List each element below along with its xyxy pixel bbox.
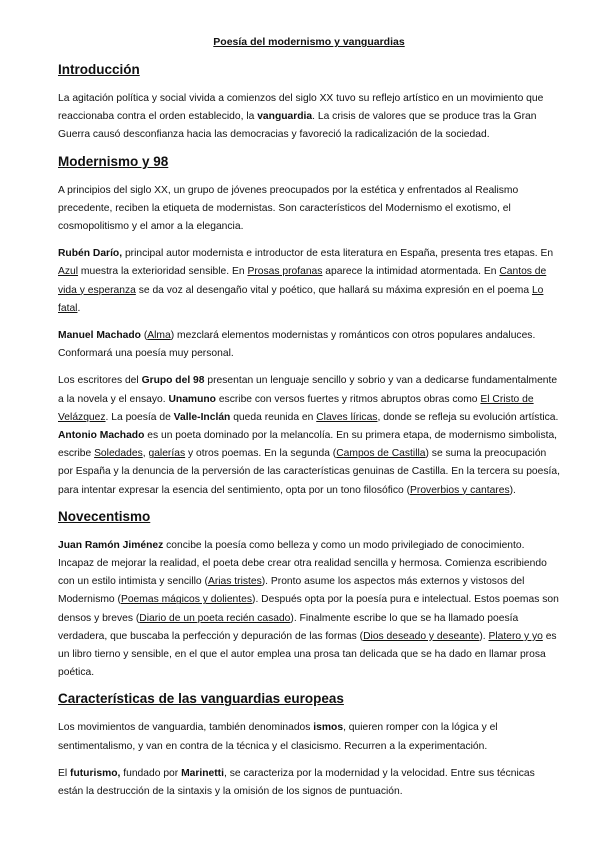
text: se da voz al desengaño vital y poético, que hallará su máxima expresión en el poema [135,284,532,296]
text: es un libro tierno y sensible, en el que el autor emplea una prosa tan delicada que se ha dado en llamar prosa poética. [58,630,557,679]
text: presentan un lenguaje sencillo y sobrio y van a dedicarse fundamentalmente a la novela y el ensayo. [58,375,558,405]
bold-term: Antonio Machado [58,430,145,442]
work-title: El Cristo de Velázquez [58,393,534,423]
text: , quieren romper con la lógica y el sentimentalismo, y van en contra de la técnica y el clasicismo. Recurren a la experimentación. [58,722,498,752]
text: , donde se refleja su evolución artística. [377,411,559,423]
text: Los movimientos de vanguardia, también denominados [58,722,314,734]
bold-term: vanguardia [257,111,313,123]
heading-modernismo: Modernismo y 98 [58,153,169,169]
modernismo-paragraph-dario [58,245,560,318]
vanguardias-paragraph-futurismo [58,765,560,801]
work-title: Prosas profanas [247,266,323,278]
bold-term: Juan Ramón Jiménez [58,539,164,551]
work-title: Arias tristes [207,576,262,588]
work-title: Azul [58,266,79,278]
text: y otros poemas. En la segunda ( [185,448,337,460]
text: . La poesía de [105,411,174,423]
text: ). [479,630,489,642]
work-title: galerías [148,448,186,460]
bold-term: Manuel Machado [58,330,141,342]
bold-term: Grupo del 98 [141,375,205,387]
bold-term: Unamuno [168,393,216,405]
work-title: Lo fatal [58,284,544,314]
bold-term: futurismo, [70,767,121,779]
vanguardias-paragraph-1 [58,719,560,755]
novecentismo-paragraph [58,537,560,683]
bold-term: ismos [313,722,344,734]
heading-introduccion: Introducción [58,62,140,77]
work-title: Poemas mágicos y dolientes [120,594,253,606]
work-title: Diario de un poeta recién casado [139,612,291,624]
bold-term: Rubén Darío, [58,248,123,260]
modernismo-paragraph-1: A principios del siglo XX, un grupo de jóvenes preocupados por la estética y enfrentados al Realismo precedente, reciben la etiqueta de modernistas. Son característicos del Modernismo el exotismo, el cosmopolitismo y el amor a la elegancia. [58,184,519,233]
document-title: Poesía del modernismo y vanguardias [213,36,405,48]
text: . [77,302,81,314]
modernismo-paragraph-machado [58,327,560,363]
work-title: Campos de Castilla [336,448,426,460]
text: principal autor modernista e introductor de esta literatura en España, presenta tres etapas. En [122,248,554,260]
text: Los escritores del [58,375,142,387]
work-title: Alma [147,330,171,342]
text: concibe la poesía como belleza y como un modo privilegiado de conocimiento. Incapaz de mejorar la realidad, el poeta debe crear otra realidad sencilla y hermosa. Comienza escribiendo con un estilo intimista y sencillo ( [58,539,547,588]
work-title: Claves líricas [316,411,378,423]
work-title: Soledades [94,448,143,460]
text: fundado por [120,767,182,779]
text: ) se suma la preocupación por España y la denuncia de la perversión de las características genuinas de Castilla. En la tercera su poesía, para intentar expresar la esencia del sentimiento, opta por un tono filosófico ( [58,448,560,496]
text: ). Pronto asume los aspectos más externos y vistosos del Modernismo ( [58,576,525,606]
modernismo-paragraph-98 [58,372,560,499]
text: , se caracteriza por la modernidad y la velocidad. Entre sus técnicas están la destrucción de la sintaxis y la omisión de los signos de puntuación. [58,767,535,798]
text: ) mezclará elementos modernistas y románticos con otros populares andaluces. Conformará una poesía muy personal. [58,330,536,360]
text: muestra la exterioridad sensible. En [78,266,248,278]
text: . La crisis de valores que se produce tras la Gran Guerra causó desconfianza hacia las democracias y favoreció la radicalización de la sociedad. [58,111,537,141]
work-title: Proverbios y cantares [410,484,510,496]
text: es un poeta dominado por la melancolía. En su primera etapa, de modernismo simbolista, escribe [58,430,558,460]
text: El [58,767,71,779]
text: ). [509,484,516,496]
text: ). Finalmente escribe lo que se ha llamado poesía verdadera, que buscaba la perfección y depuración de las formas ( [58,612,519,642]
bold-term: Marinetti [181,767,224,779]
text: La agitación política y social vivida a comienzos del siglo XX tuvo su reflejo artístico en un movimiento que reaccionaba contra el orden establecido, la [58,93,544,123]
text: ). Después opta por la poesía pura e intelectual. Estos poemas son densos y breves ( [58,594,559,624]
heading-novecentismo: Novecentismo [58,508,151,524]
text: ( [140,330,148,342]
work-title: Platero y yo [488,630,543,642]
work-title: Cantos de vida y esperanza [58,266,547,296]
text: aparece la intimidad atormentada. En [322,266,500,278]
text: escribe con versos fuertes y ritmos abruptos obras como [215,393,481,405]
text: queda reunida en [230,411,317,423]
heading-vanguardias: Características de las vanguardias europeas [58,691,344,707]
intro-paragraph [58,90,560,145]
bold-term: Valle-Inclán [173,411,231,423]
text: , [142,448,149,460]
work-title: Dios deseado y deseante [363,630,480,642]
